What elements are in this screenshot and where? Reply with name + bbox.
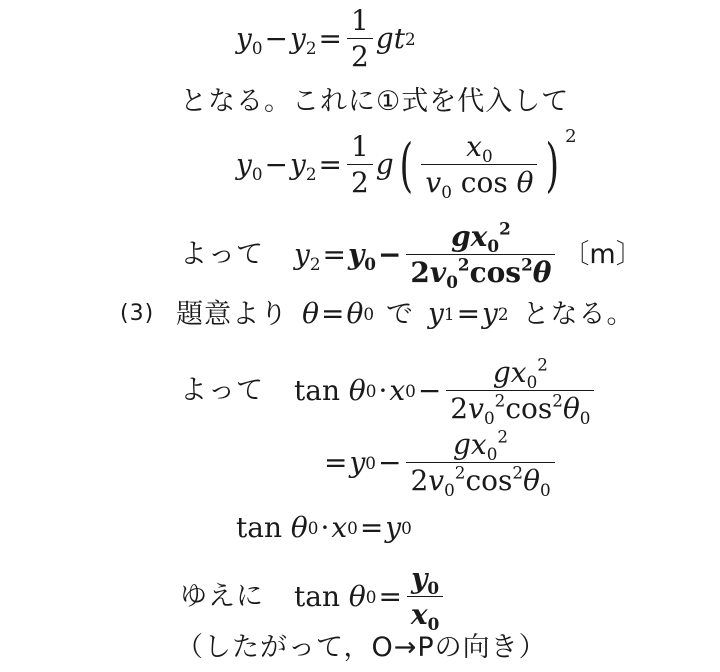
fraction-trajectory-3: $\frac{gx_0^2}{2v_0^2\cos^2\theta_0}$ [406, 430, 554, 496]
equation-tan-left: よって tan θ 0 · x 0 − $\frac{gx_0^2}{2v_0^2\cos^2\theta_0}$ [180, 358, 597, 424]
equation-substituted: $y_0$ − $y_2$ = $\frac{1}{2}$ g ( $\frac{x_0}{v_0 \cos \theta}$ ) 2 [236, 126, 577, 203]
text-naru: となる。 [522, 298, 635, 330]
text-substitute-label: となる。これに①式を代入して [180, 86, 570, 117]
text-daii: 題意より [176, 298, 289, 330]
section-number: (3) [120, 301, 155, 326]
condition-line: (3) 題意より θ = θ 0 で y 1 = y 2 となる。 [120, 297, 635, 330]
fraction-y0-over-x0: $\frac{y_0}{x_0}$ [407, 564, 443, 630]
text-direction-label: （したがって，O→Pの向き） [176, 632, 547, 663]
fraction-x0-over-v0cos: $\frac{x_0}{v_0 \cos \theta}$ [421, 132, 537, 198]
fraction-trajectory-2: $\frac{gx_0^2}{2v_0^2\cos^2\theta_0}$ [446, 358, 594, 424]
equation-free-fall: $y_0$ − $y_2$ = $\frac{1}{2}$ gt 2 [236, 4, 416, 74]
text-direction [176, 634, 547, 661]
label-yotte-2: よって [180, 375, 264, 407]
equation-tan-right: = y 0 − $\frac{gx_0^2}{2v_0^2\cos^2\theta_0}$ [322, 430, 558, 496]
label-yotte: よって [180, 239, 264, 271]
fraction-one-half: $\frac{1}{2}$ [347, 6, 373, 72]
unit-meter: 〔m〕 [562, 239, 643, 271]
equation-tan-final: ゆえに tan θ 0 = $\frac{y_0}{x_0}$ [180, 564, 446, 630]
text-de: で [386, 298, 415, 330]
equation-tan-simplified: tan θ 0 · x 0 = y 0 [236, 511, 412, 544]
fraction-trajectory: $\frac{gx_0^2}{2v_0^2\cos^2\theta}$ [406, 222, 555, 288]
fraction-one-half: $\frac{1}{2}$ [347, 132, 373, 198]
text-substitute [180, 88, 569, 115]
label-yueni: ゆえに [180, 581, 264, 613]
equation-y2-result: よって $y_2$ = $y_0$ − $\frac{gx_0^2}{2v_0^2\cos^2\theta}$ 〔m〕 [180, 218, 643, 293]
